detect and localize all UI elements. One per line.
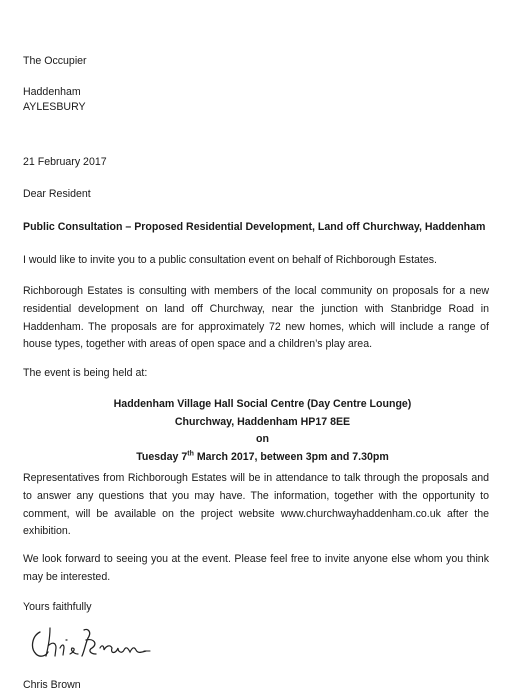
event-date-ordinal: th — [187, 450, 194, 458]
handwritten-signature — [26, 618, 166, 664]
letter-date: 21 February 2017 — [23, 156, 107, 168]
event-venue: Haddenham Village Hall Social Centre (Day Centre Lounge) — [113, 398, 412, 410]
event-on: on — [256, 433, 269, 446]
consulting-paragraph: Richborough Estates is consulting with members of the local community on proposals for a new residential development on land off Churchway, near the junction with Stanbridge Road in Haddenham. The proposals are for approximately 72 new homes, which will include a range of house types, together with areas of open space and a children’s play area. — [23, 285, 489, 351]
held-at-text: The event is being held at: — [23, 367, 148, 379]
recipient-line-3: AYLESBURY — [23, 101, 86, 113]
event-date-prefix: Tuesday 7 — [136, 450, 188, 463]
event-details — [0, 396, 525, 466]
event-date-rest: March 2017, between 3pm and 7.30pm — [193, 450, 389, 463]
event-date — [0, 449, 525, 467]
event-address: Churchway, Haddenham HP17 8EE — [174, 415, 351, 428]
invite-paragraph: I would like to invite you to a public consultation event on behalf of Richborough Estates. — [23, 254, 437, 266]
salutation: Dear Resident — [23, 188, 91, 200]
subject-line: Public Consultation – Proposed Residential Development, Land off Churchway, Haddenham — [23, 221, 486, 233]
signatory-name: Chris Brown — [23, 679, 81, 691]
recipient-line-1: The Occupier — [23, 55, 87, 67]
recipient-line-2: Haddenham — [23, 86, 81, 98]
representatives-paragraph: Representatives from Richborough Estates will be in attendance to talk through the proposals and to answer any questions that you may have. The information, together with the opportunity to comment, will be available on the project website www.churchwayhaddenham.co.uk after the exhibition. — [23, 472, 489, 538]
closing-paragraph: We look forward to seeing you at the event. Please feel free to invite anyone else whom you think may be interested. — [23, 553, 489, 583]
signoff: Yours faithfully — [23, 601, 92, 613]
